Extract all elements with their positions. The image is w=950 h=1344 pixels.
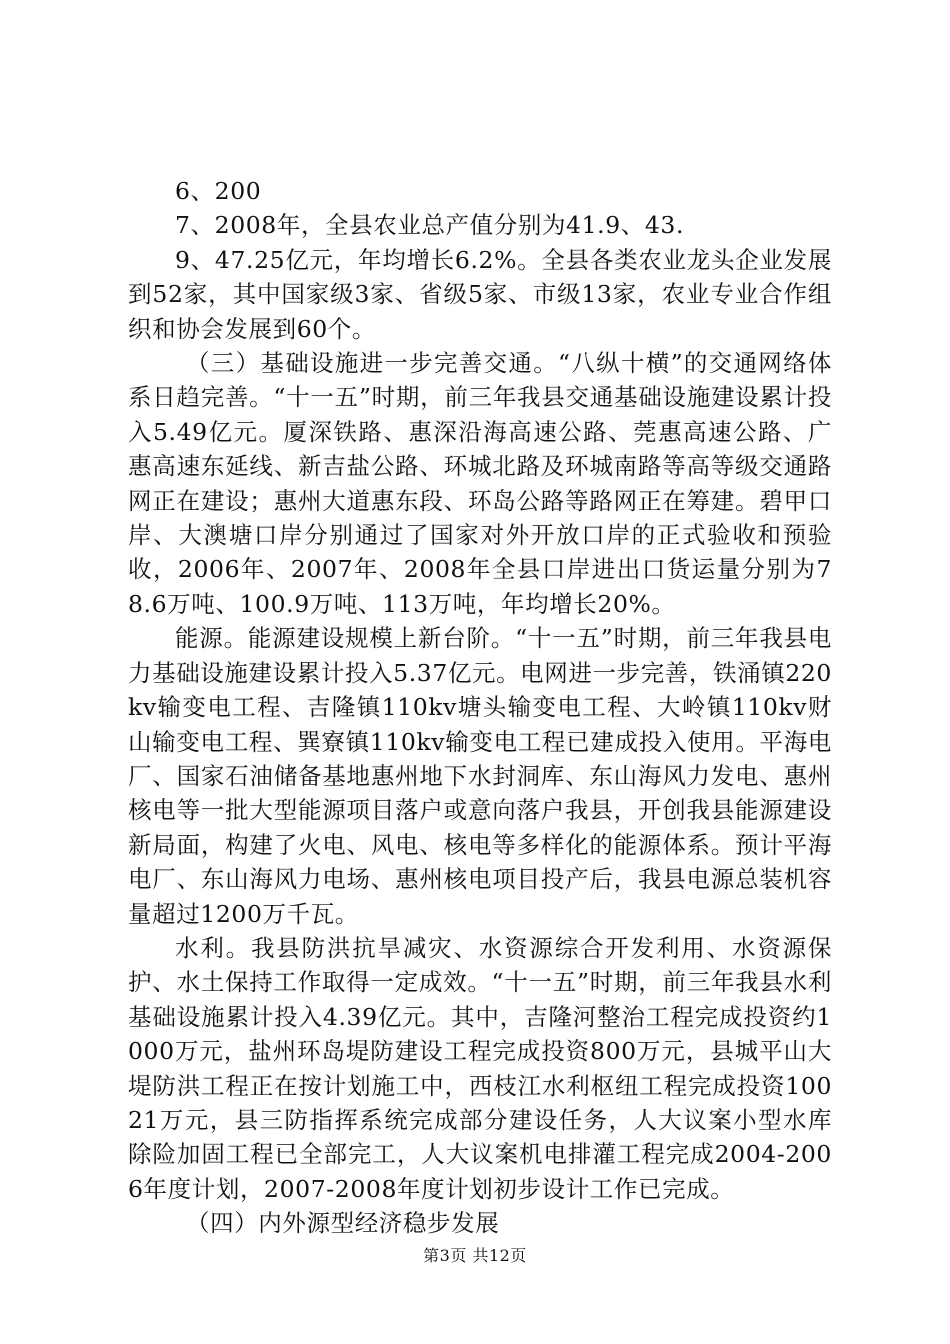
section-heading: （四）内外源型经济稳步发展 [186,1209,500,1238]
list-item-7: 7、2008年，全县农业总产值分别为41.9、43. [175,211,685,240]
page-footer: 第3页 共12页 [423,1246,527,1265]
water-paragraph: 水利。我县防洪抗旱减灾、水资源综合开发利用、水资源保护、水土保持工作取得一定成效。“十一五”时期，前三年我县水利基础设施累计投入4.39亿元。其中，吉隆河整治工程完成投资约1000万元，盐州环岛堤防建设工程完成投资800万元，县城平山大堤防洪工程正在按计划施工中，西枝江水利枢纽工程完成投资10021万元，县三防指挥系统完成部分建设任务，人大议案小型水库除险加固工程已全部完工，人大议案机电排灌工程完成2004-2006年度计划，2007-2008年度计划初步设计工作已完成。 [128,933,832,1203]
agriculture-paragraph: 9、47.25亿元，年均增长6.2%。全县各类农业龙头企业发展到52家，其中国家级3家、省级5家、市级13家，农业专业合作组织和协会发展到60个。 [128,245,832,343]
energy-paragraph: 能源。能源建设规模上新台阶。“十一五”时期，前三年我县电力基础设施建设累计投入5.37亿元。电网进一步完善，铁涌镇220kv输变电工程、吉隆镇110kv塘头输变电工程、大岭镇110kv财山输变电工程、巽寮镇110kv输变电工程已建成投入使用。平海电厂、国家石油储备基地惠州地下水封洞库、东山海风力发电、惠州核电等一批大型能源项目落户或意向落户我县，开创我县能源建设新局面，构建了火电、风电、核电等多样化的能源体系。预计平海电厂、东山海风力电场、惠州核电项目投产后，我县电源总装机容量超过1200万千瓦。 [128,624,832,928]
list-item-6: 6、200 [175,177,262,205]
infrastructure-paragraph: （三）基础设施进一步完善交通。“八纵十横”的交通网络体系日趋完善。“十一五”时期，前三年我县交通基础设施建设累计投入5.49亿元。厦深铁路、惠深沿海高速公路、莞惠高速公路、广惠高速东延线、新吉盐公路、环城北路及环城南路等高等级交通路网正在建设；惠州大道惠东段、环岛公路等路网正在筹建。碧甲口岸、大澳塘口岸分别通过了国家对外开放口岸的正式验收和预验收，2006年、2007年、2008年全县口岸进出口货运量分别为78.6万吨、100.9万吨、113万吨，年均增长20%。 [128,349,832,618]
document-body [128,174,832,1241]
